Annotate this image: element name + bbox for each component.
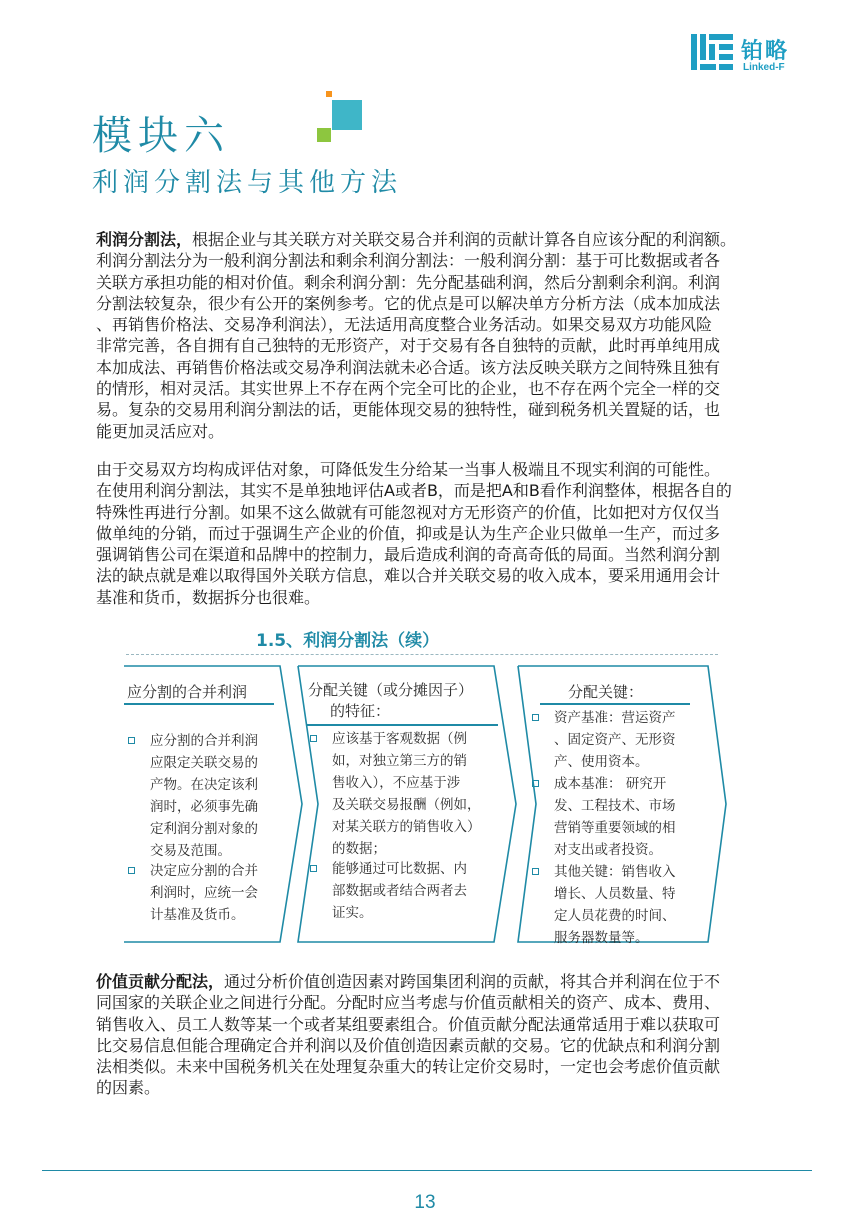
- para1-line: 利润分割法分为一般利润分割法和剩余利润分割法：一般利润分割：基于可比数据或者各: [96, 251, 721, 271]
- col1-heading: 应分割的合并利润: [127, 683, 248, 701]
- para1-line: 分割法较复杂，很少有公开的案例参考。它的优点是可以解决单方分析方法（成本加成法: [96, 293, 721, 313]
- para3-line-1: 价值贡献分配法，通过分析价值创造因素对跨国集团利润的贡献，将其合并利润在位于不: [96, 972, 721, 991]
- checkbox-bullet-icon: [532, 868, 539, 875]
- para2-line: 法的缺点就是难以取得国外关联方信息，难以合并关联交易的收入成本，要采用通用会计: [96, 566, 721, 586]
- col1-underline: [124, 703, 274, 705]
- para2-line: 由于交易双方均构成评估对象，可降低发生分给某一当事人极端且不现实利润的可能性。: [96, 460, 721, 479]
- para3-line: 的因素。: [96, 1078, 161, 1098]
- para1-line: 关联方承担功能的相对价值。剩余利润分割：先分配基础利润，然后分割剩余利润。利润: [96, 272, 721, 292]
- paragraph-profit-split-2: [96, 459, 756, 608]
- para3-line: 销售收入、员工人数等某一个或者某组要素组合。价值贡献分配法通常适用于难以获取可: [96, 1014, 721, 1034]
- col3-item-3: 其他关键：销售收入 增长、人员数量、特 定人员花费的时间、 服务器数量等。: [554, 864, 676, 946]
- col3-underline: [540, 703, 690, 705]
- para3-line: 同国家的关联企业之间进行分配。分配时应当考虑与价值贡献相关的资产、成本、费用、: [96, 993, 721, 1013]
- para2-line: 强调销售公司在渠道和品牌中的控制力，最后造成利润的奇高奇低的局面。当然利润分割: [96, 545, 721, 565]
- para1-line: 非常完善，各自拥有自己独特的无形资产，对于交易有各自独特的贡献，此时再单纯用成: [96, 336, 721, 356]
- module-subtitle: 利润分割法与其他方法: [92, 168, 403, 198]
- footer-divider: [42, 1170, 812, 1171]
- para1-line: 的情形，相对灵活。其实世界上不存在两个完全可比的企业，也不存在两个完全一样的交: [96, 379, 721, 399]
- para2-line: 在使用利润分割法，其实不是单独地评估A或者B，而是把A和B看作利润整体，根据各自的: [96, 481, 732, 501]
- diagram-divider: [126, 654, 718, 655]
- col2-heading: 分配关键（或分摊因子） 的特征：: [308, 681, 474, 720]
- checkbox-bullet-icon: [310, 865, 317, 872]
- logo-mark-icon: [691, 32, 735, 72]
- para1-line: 本加成法、再销售价格法或交易净利润法就未必合适。该方法反映关联方之间特殊且独有: [96, 357, 721, 377]
- para2-line: 做单纯的分销，而过于强调生产企业的价值，抑或是认为生产企业只做单一生产，而过多: [96, 523, 721, 543]
- checkbox-bullet-icon: [128, 867, 135, 874]
- page-number: 13: [414, 1192, 436, 1213]
- para3-line: 法相类似。未来中国税务机关在处理复杂重大的转让定价交易时，一定也会考虑价值贡献: [96, 1057, 721, 1077]
- col1-item-2: 决定应分割的合并 利润时，应统一会 计基准及货币。: [150, 863, 258, 923]
- para1-line: 、再销售价格法、交易净利润法），无法适用高度整合业务活动。如果交易双方功能风险: [96, 315, 713, 335]
- col3-item-2: 成本基准： 研究开 发、工程技术、市场 营销等重要领域的相 对支出或者投资。: [554, 776, 676, 858]
- term-value-contribution: 价值贡献分配法，: [96, 972, 225, 991]
- logo-text-en: Linked-F: [743, 62, 785, 73]
- decorative-squares-icon: [316, 90, 366, 146]
- para1-line-1: 利润分割法，根据企业与其关联方对关联交易合并利润的贡献计算各自应该分配的利润额。: [96, 230, 737, 249]
- checkbox-bullet-icon: [128, 737, 135, 744]
- para1-line: 能更加灵活应对。: [96, 421, 225, 441]
- para2-line: 特殊性再进行分割。如果不这么做就有可能忽视对方无形资产的价值，比如把对方仅仅当: [96, 502, 721, 522]
- paragraph-profit-split: [96, 229, 756, 442]
- col3-item-1: 资产基准：营运资产 、固定资产、无形资 产、使用资本。: [554, 710, 676, 770]
- term-profit-split: 利润分割法，: [96, 230, 193, 249]
- checkbox-bullet-icon: [532, 780, 539, 787]
- brand-logo: [691, 32, 821, 74]
- checkbox-bullet-icon: [532, 714, 539, 721]
- col1-item-1: 应分割的合并利润 应限定关联交易的 产物。在决定该利 润时，必须事先确 定利润分割对象的 交易及范围。: [150, 733, 258, 859]
- para2-line: 基准和货币，数据拆分也很难。: [96, 587, 321, 607]
- checkbox-bullet-icon: [310, 735, 317, 742]
- col2-underline: [306, 724, 498, 726]
- logo-text-cn: 铂略: [741, 39, 790, 64]
- paragraph-value-contribution: [96, 971, 756, 1099]
- para1-line: 易。复杂的交易用利润分割法的话，更能体现交易的独特性，碰到税务机关置疑的话，也: [96, 400, 721, 420]
- module-title: 模块六: [92, 113, 230, 159]
- para3-line: 比交易信息但能合理确定合并利润以及价值创造因素贡献的交易。它的优缺点和利润分割: [96, 1035, 721, 1055]
- col2-item-2: 能够通过可比数据、内 部数据或者结合两者去 证实。: [332, 861, 467, 921]
- col3-heading: 分配关键：: [568, 683, 644, 701]
- col2-item-1: 应该基于客观数据（例 如，对独立第三方的销 售收入），不应基于涉 及关联交易报酬（例如， 对某关联方的销售收入） 的数据；: [332, 731, 481, 857]
- diagram-title: 1.5、利润分割法（续）: [256, 631, 440, 651]
